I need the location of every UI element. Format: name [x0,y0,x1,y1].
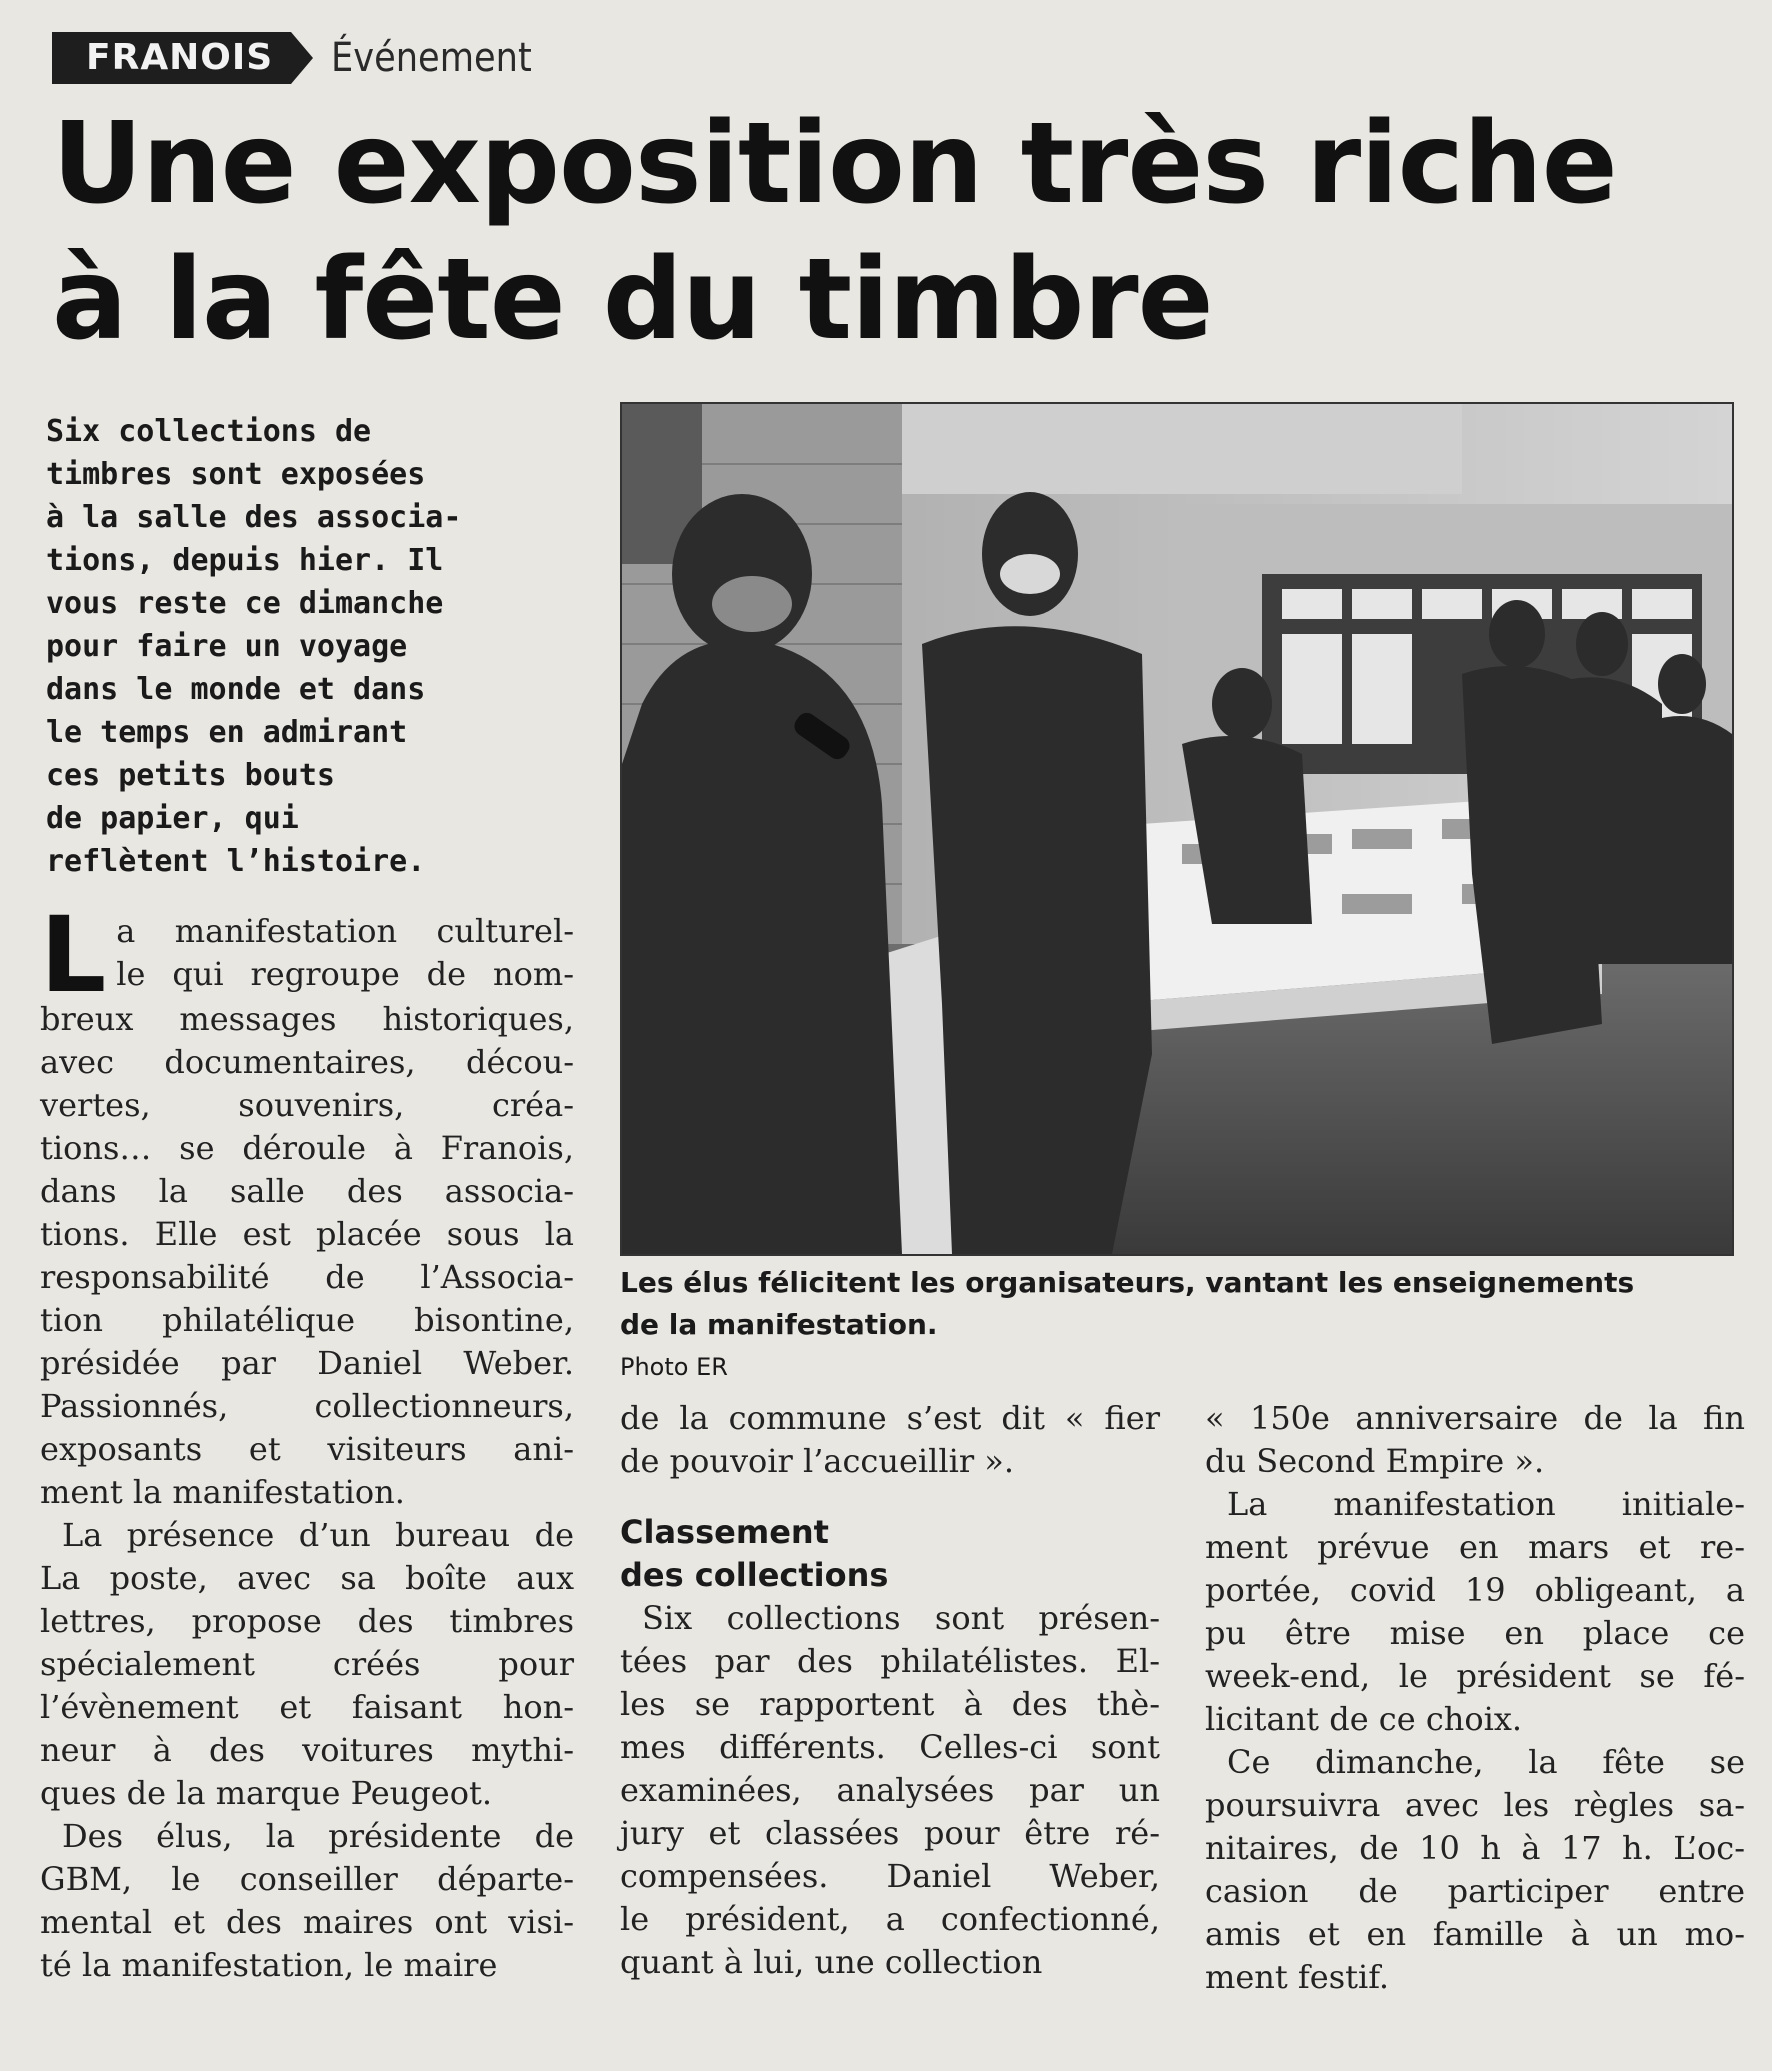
text-line: casion de participer entre [1205,1872,1745,1910]
paragraph-sunday [1205,1741,1745,1999]
text-line: La présence d’un bureau de [62,1516,574,1554]
text-line: compensées. Daniel Weber, [620,1857,1160,1895]
article-headline [52,96,1742,368]
text-line: l’évènement et faisant hon- [40,1688,574,1726]
text-line: ment festif. [1205,1958,1390,1996]
text-line: jury et classées pour être ré- [620,1814,1160,1852]
tag-arrow-icon [291,32,313,84]
caption-text: de la manifestation. [620,1308,938,1341]
section-subhead [620,1511,1160,1597]
text-line: mental et des maires ont visi- [40,1903,574,1941]
caption-line: Les élus félicitent les organisateurs, vantant les enseignements [620,1266,1635,1299]
text-line: vertes, souvenirs, créa- [40,1086,574,1124]
lede-line: pour faire un voyage [46,629,408,664]
text-line: tées par des philatélistes. El- [620,1642,1160,1680]
dropcap-lines [40,894,574,1016]
text-line: tion philatélique bisontine, [40,1301,574,1339]
text-line: portée, covid 19 obligeant, a [1205,1571,1745,1609]
article-photo [620,402,1734,1256]
rubrique-label: Événement [331,35,532,81]
photo-caption [620,1262,1750,1388]
text-line: a manifestation culturel- [116,912,574,950]
headline-line: à la fête du timbre [52,235,1213,365]
subhead-line: des collections [620,1556,889,1594]
text-line: Des élus, la présidente de [62,1817,574,1855]
text-line: té la manifestation, le maire [40,1946,498,1984]
lede-line: reflètent l’histoire. [46,844,426,879]
text-line: licitant de ce choix. [1205,1700,1523,1738]
text-line: le président, a confectionné, [620,1900,1160,1938]
text-line: « 150e anniversaire de la fin [1205,1399,1745,1437]
lede-line: timbres sont exposées [46,457,426,492]
text-line: du Second Empire ». [1205,1442,1545,1480]
photo-credit: Photo ER [620,1353,728,1381]
article-lede [46,410,586,883]
text-line: tions… se déroule à Franois, [40,1129,574,1167]
text-line: le qui regroupe de nom- [116,955,574,993]
lede-line: à la salle des associa- [46,500,462,535]
body-column-1 [40,894,574,1987]
lede-line: de papier, qui [46,801,299,836]
lede-line: Six collections de [46,414,372,449]
text-line: Passionnés, collectionneurs, [40,1387,574,1425]
lede-line: tions, depuis hier. Il [46,543,444,578]
lede-line: dans le monde et dans [46,672,426,707]
lede-line: le temps en admirant [46,715,408,750]
text-line: responsabilité de l’Associa- [40,1258,574,1296]
paragraph-classement [620,1597,1160,1984]
text-line: nitaires, de 10 h à 17 h. L’oc- [1205,1829,1745,1867]
text-line: amis et en famille à un mo- [1205,1915,1745,1953]
paragraph-2 [40,1514,574,1815]
text-line: Ce dimanche, la fête se [1227,1743,1745,1781]
body-column-3 [1205,1397,1745,1999]
text-line: de pouvoir l’accueillir ». [620,1442,1015,1480]
text-line: présidée par Daniel Weber. [40,1344,574,1382]
paragraph-1 [40,998,574,1514]
spacer [620,1483,1160,1511]
lede-line: ces petits bouts [46,758,335,793]
text-line: La manifestation initiale- [1227,1485,1745,1523]
text-line: avec documentaires, décou- [40,1043,574,1081]
photo-scene-image [622,404,1732,1254]
body-column-2 [620,1397,1160,1984]
text-line: lettres, propose des timbres [40,1602,574,1640]
text-line: spécialement créés pour [40,1645,574,1683]
text-line: examinées, analysées par un [620,1771,1160,1809]
text-line: pu être mise en place ce [1205,1614,1745,1652]
lede-line: vous reste ce dimanche [46,586,444,621]
text-line: mes différents. Celles-ci sont [620,1728,1160,1766]
text-line: exposants et visiteurs ani- [40,1430,574,1468]
subhead-line: Classement [620,1513,829,1551]
text-line: Six collections sont présen- [642,1599,1160,1637]
caption-line [620,1304,1750,1388]
text-line: GBM, le conseiller départe- [40,1860,574,1898]
paragraph-3 [40,1815,574,1987]
text-line: les se rapportent à des thè- [620,1685,1160,1723]
headline-line: Une exposition très riche [52,99,1617,229]
text-line: poursuivra avec les règles sa- [1205,1786,1745,1824]
text-line: ment prévue en mars et re- [1205,1528,1745,1566]
text-line: breux messages historiques, [40,1000,574,1038]
text-line: quant à lui, une collection [620,1943,1043,1981]
text-line: La poste, avec sa boîte aux [40,1559,574,1597]
locality-tag: FRANOIS [52,32,291,84]
text-line: dans la salle des associa- [40,1172,574,1210]
kicker [52,32,559,84]
text-line: neur à des voitures mythi- [40,1731,574,1769]
paragraph-report [1205,1483,1745,1741]
paragraph-continued [1205,1397,1745,1483]
text-line: de la commune s’est dit « fier [620,1399,1160,1437]
text-line: week-end, le président se fé- [1205,1657,1745,1695]
text-line: tions. Elle est placée sous la [40,1215,574,1253]
paragraph-continued [620,1397,1160,1483]
text-line: ment la manifestation. [40,1473,405,1511]
dropcap: L [40,894,107,1016]
text-line: ques de la marque Peugeot. [40,1774,492,1812]
